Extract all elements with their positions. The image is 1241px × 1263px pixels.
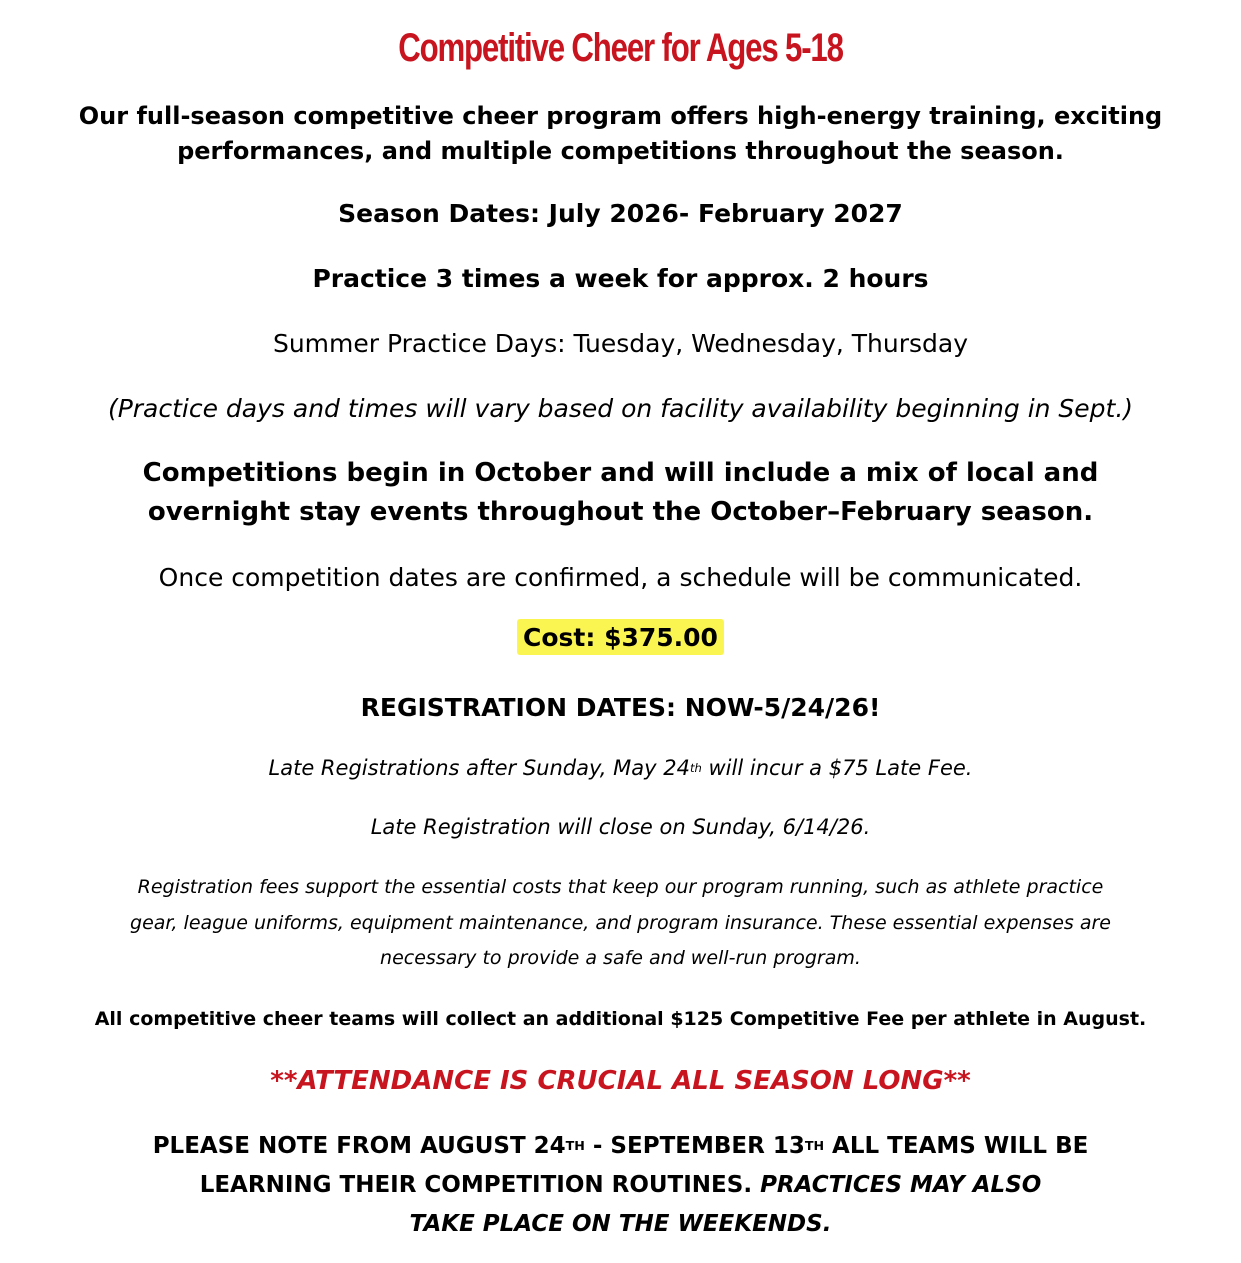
competitive-fee-note: All competitive cheer teams will collect an additional $125 Competitive Fee per athlete in August. xyxy=(94,1008,1147,1030)
please-note-sup-2: TH xyxy=(804,1137,825,1153)
intro-line-1: Our full-season competitive cheer program offers high-energy training, exciting xyxy=(78,102,1163,130)
please-note-weekend-a: PRACTICES MAY ALSO xyxy=(760,1172,1042,1198)
please-note-text-b: - SEPTEMBER 13 xyxy=(584,1133,805,1159)
please-note-text-a: PLEASE NOTE FROM AUGUST 24 xyxy=(152,1133,566,1159)
attendance-notice: **ATTENDANCE IS CRUCIAL ALL SEASON LONG** xyxy=(270,1066,971,1096)
please-note-line-2 xyxy=(0,1174,1241,1197)
practice-frequency: Practice 3 times a week for approx. 2 hours xyxy=(312,264,929,293)
competitions-line-2: overnight stay events throughout the October–February season. xyxy=(147,497,1094,527)
schedule-note: Once competition dates are confirmed, a schedule will be communicated. xyxy=(158,563,1083,592)
cost-highlight: Cost: $375.00 xyxy=(517,619,724,655)
late-registration-fee xyxy=(0,758,1241,779)
late-registration-fee-text: will incur a $75 Late Fee. xyxy=(701,756,973,780)
fees-note-line-1: Registration fees support the essential costs that keep our program running, such as athlete practice xyxy=(137,876,1104,898)
cost-row xyxy=(0,625,1241,650)
season-dates: Season Dates: July 2026- February 2027 xyxy=(338,199,903,228)
late-registration-sup: th xyxy=(689,761,702,776)
page-title: Competitive Cheer for Ages 5-18 xyxy=(398,26,843,70)
summer-practice-days: Summer Practice Days: Tuesday, Wednesday, Thursday xyxy=(272,329,969,358)
please-note-routines: LEARNING THEIR COMPETITION ROUTINES. xyxy=(199,1172,761,1198)
please-note-line-3: TAKE PLACE ON THE WEEKENDS. xyxy=(409,1211,832,1237)
please-note-sup-1: TH xyxy=(565,1137,585,1153)
practice-availability-note: (Practice days and times will vary based on facility availability beginning in Sept.) xyxy=(107,394,1134,423)
competitions-line-1: Competitions begin in October and will include a mix of local and xyxy=(142,458,1099,488)
fees-note-line-2: gear, league uniforms, equipment maintenance, and program insurance. These essential expenses are xyxy=(130,912,1111,934)
late-registration-text: Late Registrations after Sunday, May 24 xyxy=(268,756,690,780)
registration-dates: REGISTRATION DATES: NOW-5/24/26! xyxy=(360,693,881,722)
fees-note-line-3: necessary to provide a safe and well-run program. xyxy=(380,947,861,969)
please-note-text-c: ALL TEAMS WILL BE xyxy=(824,1133,1089,1159)
please-note-line-1 xyxy=(0,1135,1241,1158)
late-registration-close: Late Registration will close on Sunday, 6/14/26. xyxy=(370,815,871,839)
intro-line-2: performances, and multiple competitions throughout the season. xyxy=(177,137,1064,165)
